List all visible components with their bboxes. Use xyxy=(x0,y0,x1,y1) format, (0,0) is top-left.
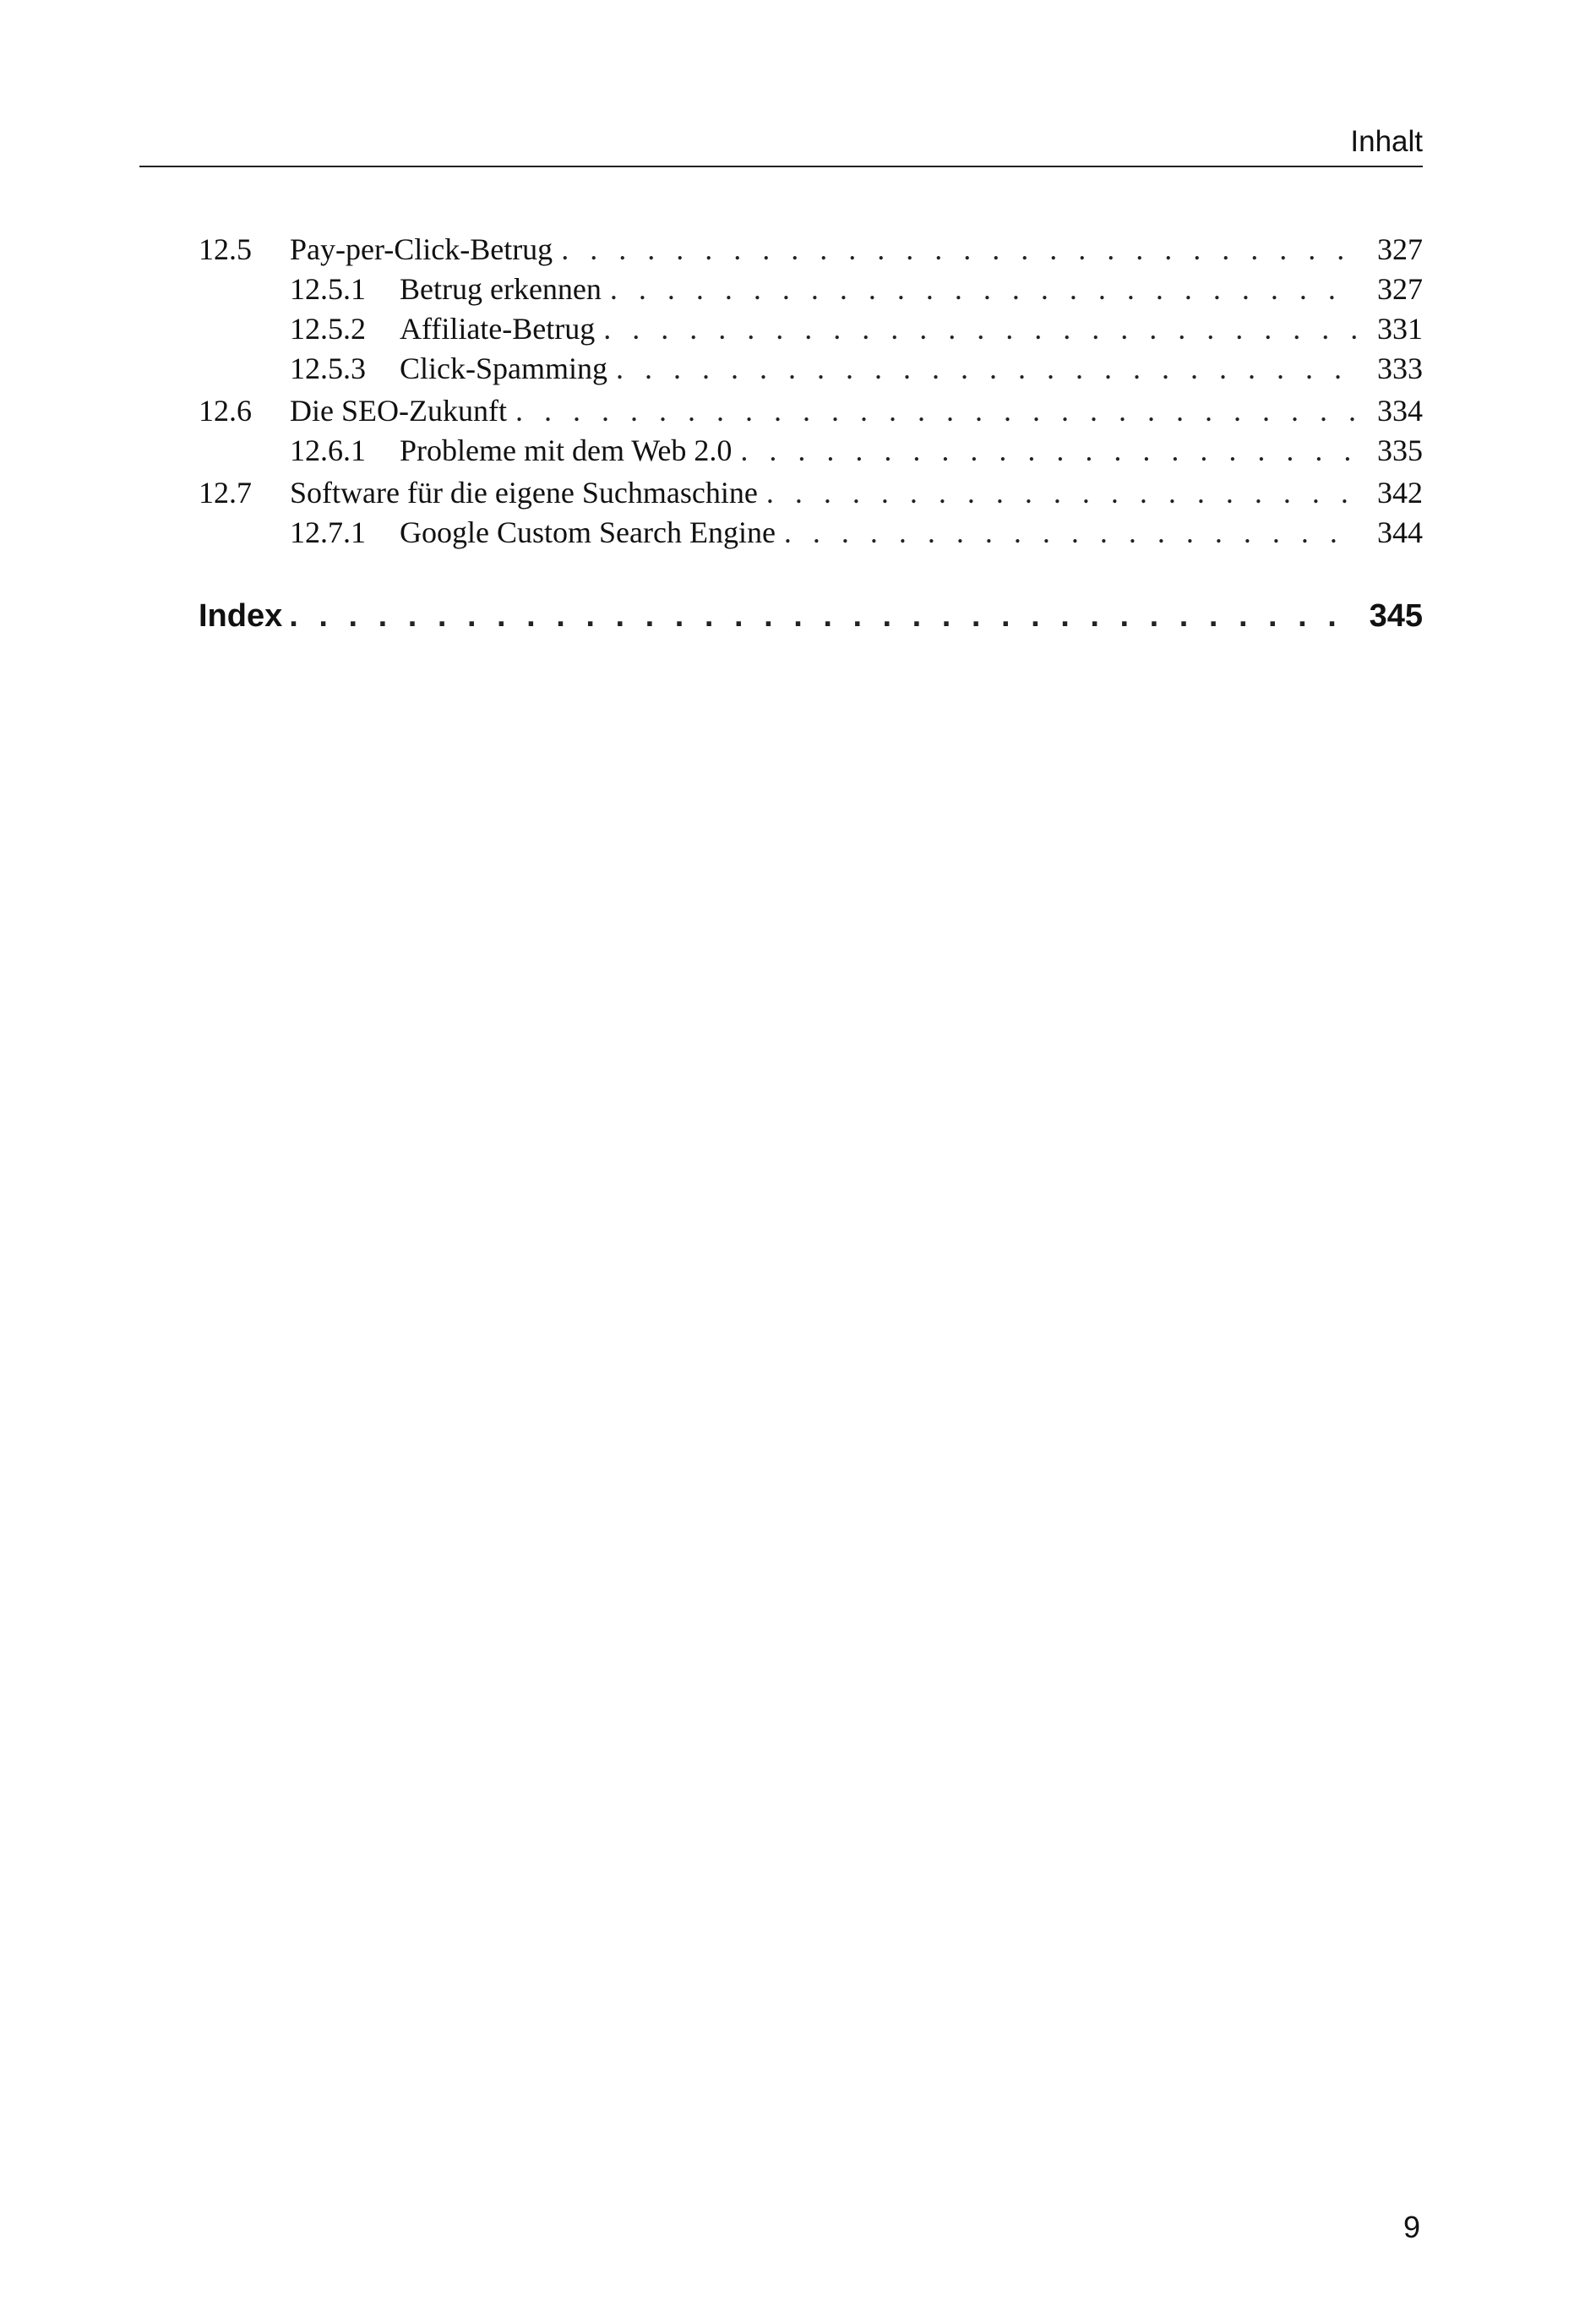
toc-entry-number: 12.7.1 xyxy=(290,515,366,549)
dot-leader xyxy=(784,513,1357,553)
page-number: 9 xyxy=(1403,2210,1420,2244)
toc-entry-number: 12.6 xyxy=(199,394,252,428)
toc-entry-number: 12.5.1 xyxy=(290,272,366,306)
toc-entry-title: Click-Spamming xyxy=(400,352,607,385)
dot-leader xyxy=(740,431,1357,471)
toc-entry-page: 334 xyxy=(1377,394,1423,428)
toc-entry-title: Affiliate-Betrug xyxy=(400,312,596,346)
toc-entry-page: 327 xyxy=(1377,272,1423,306)
index-page: 345 xyxy=(1369,598,1423,634)
toc-entry-title: Software für die eigene Suchmaschine xyxy=(290,476,758,510)
dot-leader xyxy=(561,230,1357,270)
toc-entry[interactable] xyxy=(199,230,1423,270)
toc-entry-page: 331 xyxy=(1377,312,1423,346)
toc-entry-number: 12.5.3 xyxy=(290,352,366,385)
index-title: Index xyxy=(199,598,283,634)
toc-entry-page: 327 xyxy=(1377,232,1423,266)
toc-entry-page: 344 xyxy=(1377,515,1423,549)
toc-entry-number: 12.5 xyxy=(199,232,252,266)
toc-entry-title: Pay-per-Click-Betrug xyxy=(290,232,553,266)
toc-entry[interactable] xyxy=(199,391,1423,431)
dot-leader xyxy=(610,270,1357,309)
toc-entry-title: Google Custom Search Engine xyxy=(400,515,776,549)
toc-entry[interactable] xyxy=(199,473,1423,513)
toc-entry-number: 12.6.1 xyxy=(290,433,366,467)
toc-entry-number: 12.7 xyxy=(199,476,252,510)
toc-entry-page: 335 xyxy=(1377,433,1423,467)
dot-leader xyxy=(515,391,1357,431)
dot-leader xyxy=(616,349,1357,389)
running-header-title: Inhalt xyxy=(1350,125,1423,158)
toc-entry-index[interactable] xyxy=(199,595,1423,637)
dot-leader xyxy=(766,473,1357,513)
toc-entry[interactable] xyxy=(199,513,1423,553)
toc-entry[interactable] xyxy=(199,270,1423,309)
toc-entry[interactable] xyxy=(199,349,1423,389)
toc-entry-page: 333 xyxy=(1377,352,1423,385)
toc-entry-title: Probleme mit dem Web 2.0 xyxy=(400,433,733,467)
toc-entry-page: 342 xyxy=(1377,476,1423,510)
toc-entry-title: Die SEO-Zukunft xyxy=(290,394,507,428)
dot-leader xyxy=(603,309,1357,349)
header-rule xyxy=(139,166,1423,167)
dot-leader xyxy=(289,595,1354,637)
toc-entry[interactable] xyxy=(199,431,1423,471)
toc-entry[interactable] xyxy=(199,309,1423,349)
table-of-contents xyxy=(199,230,1423,553)
toc-entry-title: Betrug erkennen xyxy=(400,272,602,306)
toc-entry-number: 12.5.2 xyxy=(290,312,366,346)
